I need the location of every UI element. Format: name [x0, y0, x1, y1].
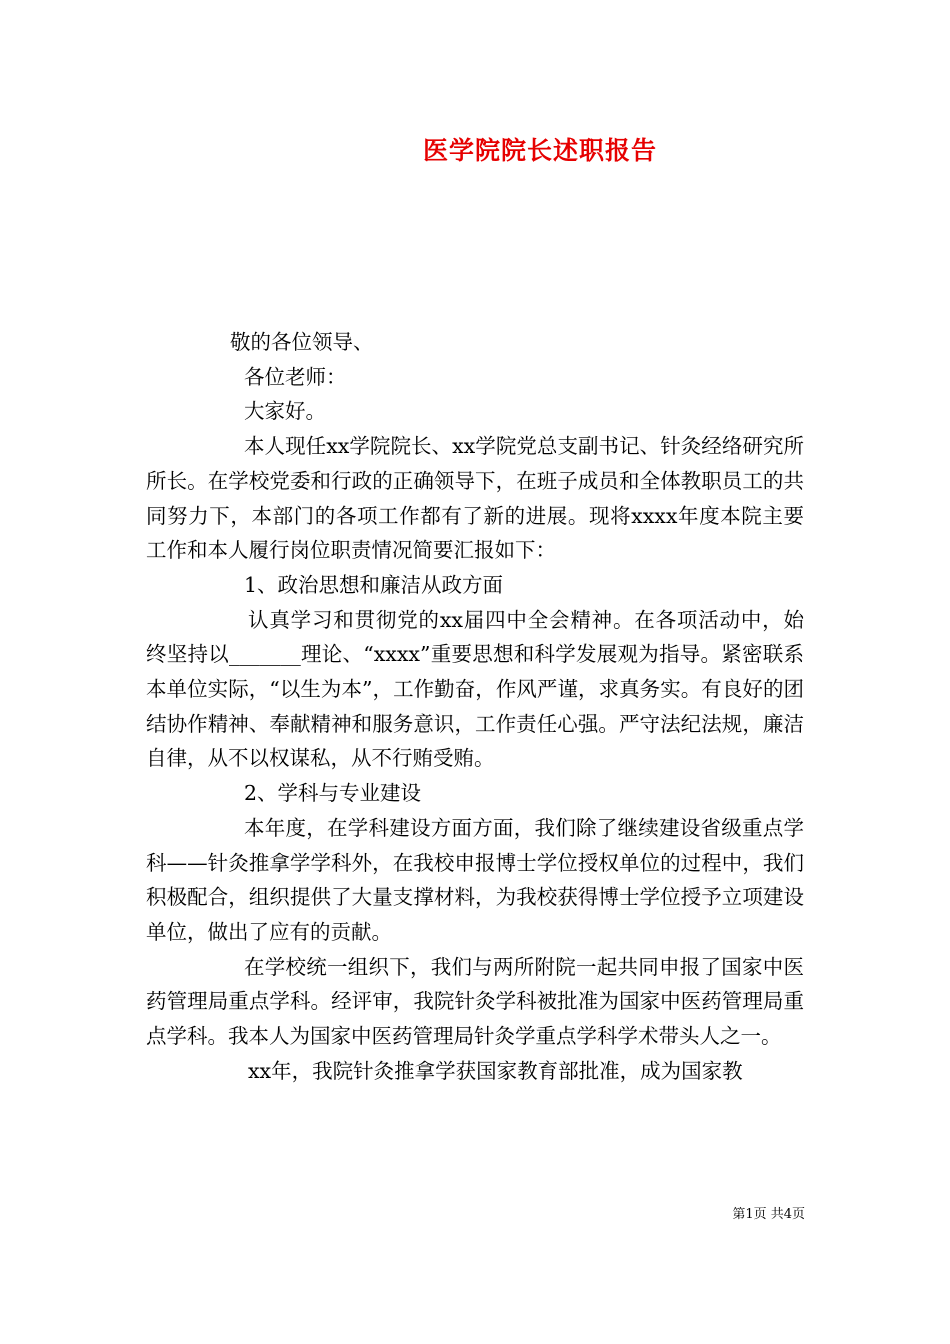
greeting-line-2: 各位老师： — [244, 364, 347, 389]
section-heading-1: 1、政治思想和廉洁从政方面 — [244, 572, 504, 597]
section-2-paragraph-2: 在学校统一组织下，我们与两所附院一起共同申报了国家中医药管理局重点学科。经评审，我院针灸学科被批准为国家中医药管理局重点学科。我本人为国家中医药管理局针灸学重点学科学术带头人之一。 — [146, 954, 804, 1049]
page-footer: 第1页 共4页 — [732, 1207, 805, 1222]
greeting-line-3: 大家好。 — [244, 399, 326, 424]
document-body — [146, 325, 804, 1088]
intro-paragraph: 本人现任xx学院院长、xx学院党总支副书记、针灸经络研究所所长。在学校党委和行政的正确领导下，在班子成员和全体教职员工的共同努力下，本部门的各项工作都有了新的进展。现将xxxx年度本院主要工作和本人履行岗位职责情况简要汇报如下： — [146, 434, 804, 563]
section-heading-2: 2、学科与专业建设 — [244, 781, 422, 806]
document-title: 医学院院长述职报告 — [422, 136, 657, 165]
greeting-line-1: 敬的各位领导、 — [230, 330, 374, 354]
section-1-paragraph: 认真学习和贯彻党的xx届四中全会精神。在各项活动中，始终坚持以_______理论、“xxxx”重要思想和科学发展观为指导。紧密联系本单位实际，“以生为本”，工作勤奋，作风严谨，求真务实。有良好的团结协作精神、奉献精神和服务意识，工作责任心强。严守法纪法规，廉洁自律，从不以权谋私，从不行贿受贿。 — [146, 607, 804, 771]
section-2-paragraph-3: xx年，我院针灸推拿学获国家教育部批准，成为国家教 — [248, 1058, 743, 1083]
section-2-paragraph-1: 本年度，在学科建设方面方面，我们除了继续建设省级重点学科——针灸推拿学学科外，在我校申报博士学位授权单位的过程中，我们积极配合，组织提供了大量支撑材料，为我校获得博士学位授予立项建设单位，做出了应有的贡献。 — [146, 815, 804, 944]
